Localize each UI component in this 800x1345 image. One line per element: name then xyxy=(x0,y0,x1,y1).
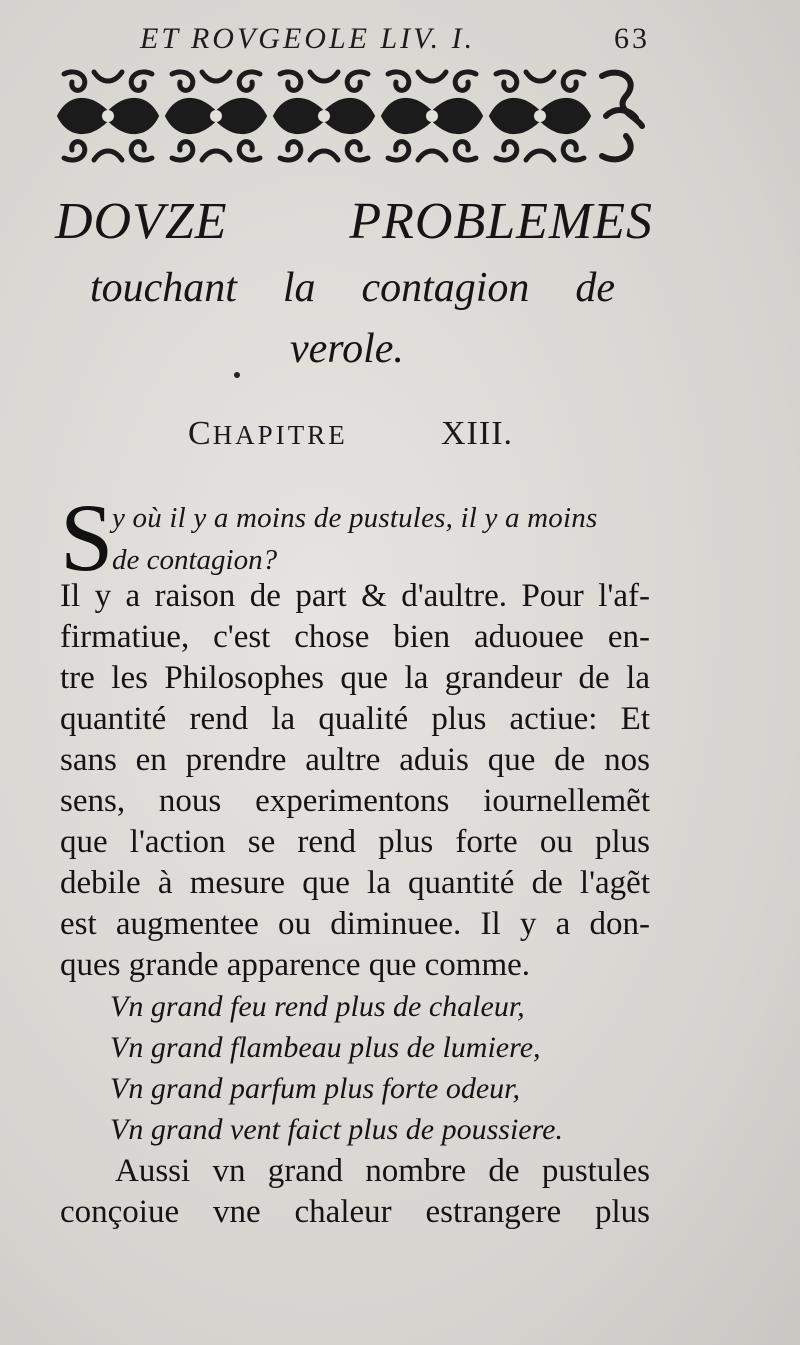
fleuron-icon xyxy=(274,72,374,160)
verse-line: Vn grand flambeau plus de lumiere, xyxy=(110,1031,541,1064)
question-line-1: y où il y a moins de pustules, il y a moins xyxy=(112,502,598,534)
closing-line: conçoiue vne chaleur estrangere plus xyxy=(60,1194,650,1230)
chapter-lead-letter: C xyxy=(188,415,213,452)
body-line: Il y a raison de part & d'aultre. Pour l'af- xyxy=(60,578,650,614)
verse-line: Vn grand feu rend plus de chaleur, xyxy=(110,990,525,1023)
fleuron-icon xyxy=(490,72,590,160)
running-head xyxy=(140,18,650,58)
chapter-label: HAPITRE xyxy=(212,420,348,450)
title-word: la xyxy=(282,265,316,311)
fleuron-icon xyxy=(382,72,482,160)
fleuron-partial-icon xyxy=(602,73,642,160)
title-word-problemes: PROBLEMES xyxy=(349,193,653,250)
closing-line: Aussi vn grand nombre de pustules xyxy=(115,1153,650,1189)
body-line: est augmentee ou diminuee. Il y a don- xyxy=(60,906,650,942)
body-line: sans en prendre aultre aduis que de nos xyxy=(60,742,650,778)
fleuron-icon xyxy=(58,72,158,160)
verse-line: Vn grand parfum plus forte odeur, xyxy=(110,1072,521,1105)
body-line: que l'action se rend plus forte ou plus xyxy=(60,824,650,860)
body-line: quantité rend la qualité plus actiue: Et xyxy=(60,701,650,737)
title-line-3: verole. xyxy=(290,326,404,372)
fleuron-icon xyxy=(166,72,266,160)
title-word: de xyxy=(575,265,615,311)
body-line: ques grande apparence que comme. xyxy=(60,947,531,983)
title-word: contagion xyxy=(361,265,530,311)
chapter-number: XIII. xyxy=(441,415,514,452)
body-line: sens, nous experimentons iournellemẽt xyxy=(60,783,650,819)
title-line-2 xyxy=(90,264,615,320)
ink-dot xyxy=(234,372,240,378)
verse-line: Vn grand vent faict plus de poussiere. xyxy=(110,1113,563,1146)
drop-capital: S xyxy=(60,484,114,591)
page-number: 63 xyxy=(614,22,650,55)
title-word-douze: DOVZE xyxy=(55,193,228,250)
body-line: firmatiue, c'est chose bien aduouee en- xyxy=(60,619,650,655)
body-line: tre les Philosophes que la grandeur de la xyxy=(60,660,650,696)
title-word: touchant xyxy=(90,265,237,311)
running-head-title: ET ROVGEOLE LIV. I. xyxy=(140,22,476,55)
question-line-2: de contagion? xyxy=(112,544,278,576)
title-line-1 xyxy=(55,192,655,258)
body-line: debile à mesure que la quantité de l'agẽt xyxy=(60,865,650,901)
fleuron-ornament-band xyxy=(52,62,648,168)
chapter-heading xyxy=(188,415,548,465)
